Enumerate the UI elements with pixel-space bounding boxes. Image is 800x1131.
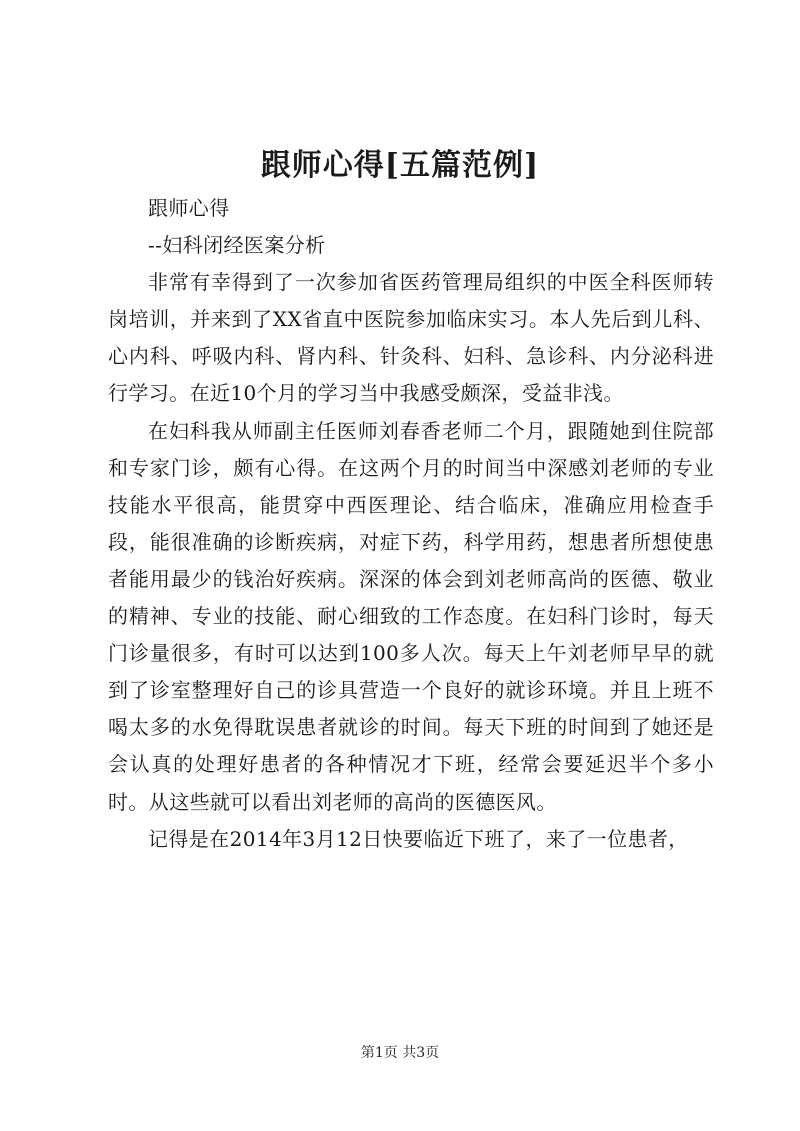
paragraph-subtitle: 跟师心得 — [148, 196, 230, 220]
paragraph-intro: 非常有幸得到了一次参加省医药管理局组织的中医全科医师转岗培训，并来到了XX省直中医院参加临床实习。本人先后到儿科、心内科、呼吸内科、肾内科、针灸科、妇科、急诊科、内分泌科进行学习。在近10个月的学习当中我感受颇深，受益非浅。 — [108, 270, 714, 406]
paragraph-gynecology: 在妇科我从师副主任医师刘春香老师二个月，跟随她到住院部和专家门诊，颇有心得。在这两个月的时间当中深感刘老师的专业技能水平很高，能贯穿中西医理论、结合临床，准确应用检查手段，能很准确的诊断疾病，对症下药，科学用药，想患者所想使患者能用最少的钱治好疾病。深深的体会到刘老师高尚的医德、敬业的精神、专业的技能、耐心细致的工作态度。在妇科门诊时，每天门诊量很多，有时可以达到100多人次。每天上午刘老师早早的就到了诊室整理好自己的诊具营造一个良好的就诊环境。并且上班不喝太多的水免得耽误患者就诊的时间。每天下班的时间到了她还是会认真的处理好患者的各种情况才下班，经常会要延迟半个多小时。从这些就可以看出刘老师的高尚的医德医风。 — [108, 418, 714, 814]
document-title: 跟师心得[五篇范例] — [260, 148, 540, 183]
document-body — [108, 190, 714, 858]
paragraph-case: 记得是在2014年3月12日快要临近下班了，来了一位患者， — [148, 826, 689, 851]
page-footer: 第1页 共3页 — [360, 1045, 440, 1061]
paragraph-subheading: --妇科闭经医案分析 — [148, 233, 326, 258]
